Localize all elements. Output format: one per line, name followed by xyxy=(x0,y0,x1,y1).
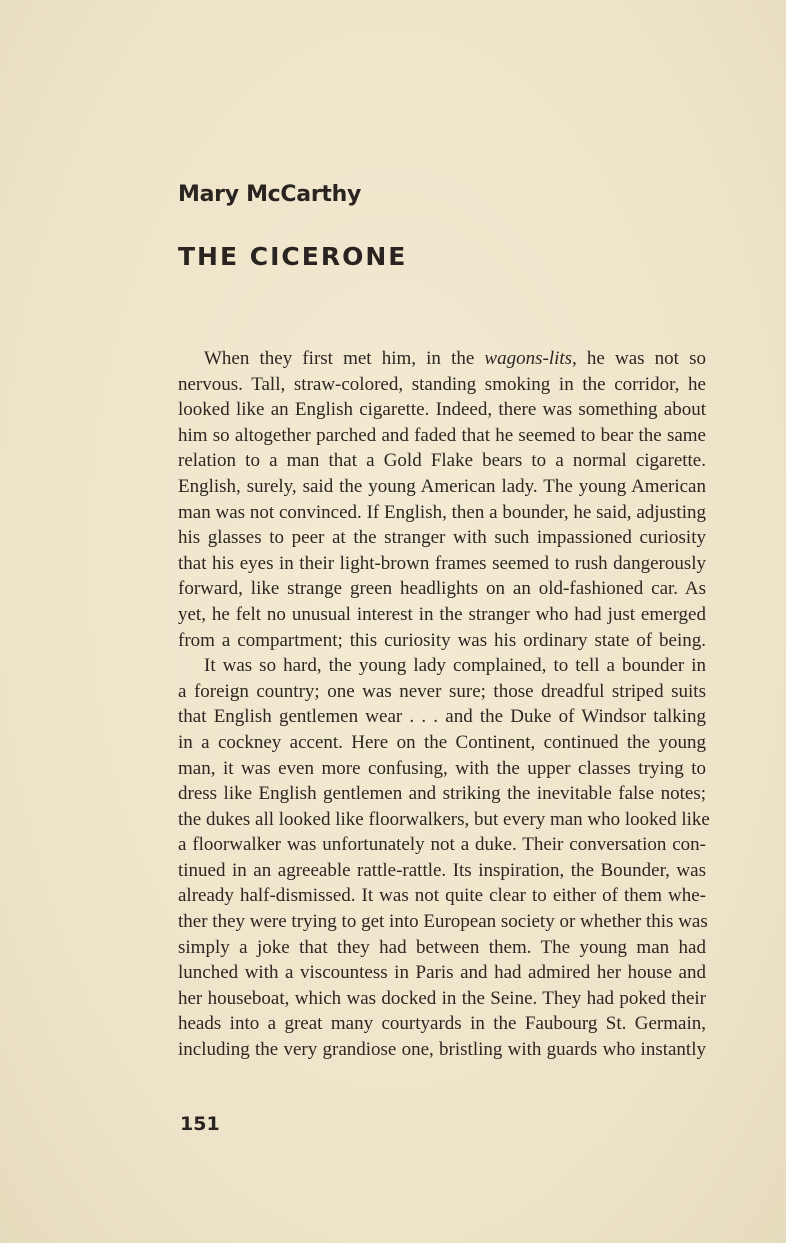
text-line: When they first met him, in the wagons-lits, he was not so xyxy=(204,348,706,369)
text-line: already half-dismissed. It was not quite clear to either of them whe- xyxy=(178,885,706,907)
text-line: English, surely, said the young American lady. The young American xyxy=(178,475,706,497)
text-line: a floorwalker was unfortunately not a duke. Their conversation con- xyxy=(178,834,706,856)
italic-phrase: wagons-lits, xyxy=(484,348,577,369)
text-line: simply a joke that they had between them. The young man had xyxy=(178,936,706,958)
text-line: man was not convinced. If English, then a bounder, he said, adjusting xyxy=(178,501,706,523)
text-line: lunched with a viscountess in Paris and had admired her house and xyxy=(178,962,706,984)
chapter-title: THE CICERONE xyxy=(178,242,408,271)
text-line: yet, he felt no unusual interest in the stranger who had just emerged xyxy=(178,603,706,625)
text-line: man, it was even more confusing, with the upper classes trying to xyxy=(178,757,706,779)
text-line: her houseboat, which was docked in the Seine. They had poked their xyxy=(178,987,706,1009)
text-line: nervous. Tall, straw-colored, standing smoking in the corridor, he xyxy=(178,373,706,395)
text-line: It was so hard, the young lady complained, to tell a bounder in xyxy=(204,655,706,677)
text-line: tinued in an agreeable rattle-rattle. Its inspiration, the Bounder, was xyxy=(178,859,706,881)
body-text xyxy=(178,346,710,1063)
text-line: from a compartment; this curiosity was his ordinary state of being. xyxy=(178,629,706,651)
text-line: that his eyes in their light-brown frames seemed to rush dangerously xyxy=(178,552,706,574)
author-name: Mary McCarthy xyxy=(178,182,361,207)
text-line: a foreign country; one was never sure; those dreadful striped suits xyxy=(178,680,706,702)
text-line: forward, like strange green headlights on an old-fashioned car. As xyxy=(178,578,706,600)
text-line: his glasses to peer at the stranger with such impassioned curiosity xyxy=(178,527,706,549)
text-line: that English gentlemen wear . . . and the Duke of Windsor talking xyxy=(178,706,706,728)
paragraph xyxy=(178,346,706,653)
text-line: looked like an English cigarette. Indeed, there was something about xyxy=(178,399,706,421)
text-line: including the very grandiose one, bristling with guards who instantly xyxy=(178,1039,706,1061)
text-line: ther they were trying to get into European society or whether this was xyxy=(178,911,708,933)
text-line: heads into a great many courtyards in the Faubourg St. Germain, xyxy=(178,1013,706,1035)
text-line: relation to a man that a Gold Flake bears to a normal cigarette. xyxy=(178,450,706,472)
text-line: dress like English gentlemen and striking the inevitable false notes; xyxy=(178,783,706,805)
text-line: the dukes all looked like floorwalkers, but every man who looked like xyxy=(178,808,710,830)
text-line: him so altogether parched and faded that he seemed to bear the same xyxy=(178,424,706,446)
page-number: 151 xyxy=(180,1113,220,1135)
text-line: in a cockney accent. Here on the Continent, continued the young xyxy=(178,731,706,753)
paragraph xyxy=(178,653,710,1063)
